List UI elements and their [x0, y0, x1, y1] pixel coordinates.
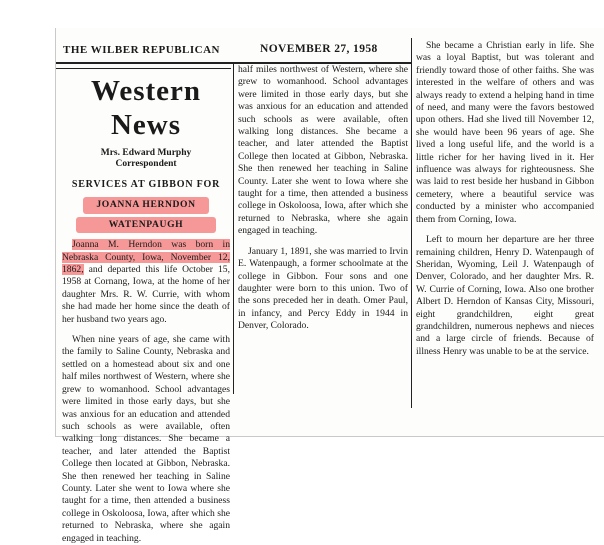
paragraph-survivors: Left to mourn her departure are her three remaining children, Henry D. Watenpaugh of Sheridan, Wyoming, Leil J. Watenpaugh of Denver, Colorado, and her daughter Mrs. R. W. Currie of Corning, Iowa. Also one brother Albert D. Herndon of Kansas City, Missouri, eight grandchildren, eight great grandchildren, numerous nephews and nieces and a large circle of friends. Because of illness Henry was unable to be at the service. — [416, 234, 594, 357]
section-heading: SERVICES AT GIBBON FOR — [71, 179, 221, 190]
paragraph-marriage: January 1, 1891, she was married to Irvin E. Watenpaugh, a former schoolmate at the college in Gibbon. Four sons and one daughter were born to this union. Two of the sons preceded her in death. Omer Paul, in infancy, and Percy Eddy in 1944 in Denver, Colorado. — [238, 245, 408, 332]
column-right — [416, 40, 594, 358]
column-divider-2 — [411, 38, 412, 408]
paragraph-early-life: When nine years of age, she came with the family to Saline County, Nebraska and settled on a homestead about six and one half miles northwest of Western, where she grew to womanhood. School advantages were limited in those early days, but she was anxious for an education and attended such schools as were available, often walking long distances. She became a teacher, and later attended the Baptist College then located at Gibbon, Nebraska. She then renewed her teaching in Saline County. Later she went to Iowa where she taught for a time, then attended a business college in Oskoloosa, Iowa, after which she returned to Nebraska, where she again engaged in teaching. — [62, 334, 230, 544]
column-title-rule — [56, 68, 231, 69]
column-title: Western News — [90, 75, 202, 141]
paragraph-faith: She became a Christian early in life. She was a loyal Baptist, but was tolerant and friendly toward those of other faiths. She was interested in the welfare of others and was always ready to extend a helping hand in time of need, and many were the favors bestowed upon others. Had she lived till November 12, she would have been 96 years of age. She lived a long useful life, and the world is a little richer for her having lived in it. Her influence was always for righteousness. She was laid to rest beside her husband in Gibbon cemetery, where a beautiful service was conducted by a minister who accompanied them from Corning, Iowa. — [416, 40, 594, 225]
birth-text-rest: and departed this life October 15, 1958 at Cornang, Iowa, at the home of her daughter Mrs. R. W. Currie, with whom she had made her home since the death of her husband two years ago. — [62, 264, 230, 325]
column-divider-1 — [233, 64, 234, 394]
newspaper-name: THE WILBER REPUBLICAN — [63, 44, 220, 56]
masthead — [63, 44, 413, 60]
column-left — [62, 72, 230, 544]
deceased-name-line2: WATENPAUGH — [76, 217, 216, 233]
byline-author: Mrs. Edward Murphy — [100, 148, 192, 158]
byline-role: Correspondent — [115, 159, 177, 169]
highlighted-birth-text: Joanna M. Herndon was born in Nebraska County, Iowa, November 12, 1862, — [62, 239, 230, 276]
issue-date: NOVEMBER 27, 1958 — [260, 43, 378, 55]
column-middle — [238, 64, 408, 333]
deceased-name-line1: JOANNA HERNDON — [83, 197, 209, 213]
paragraph-early-life-continued: half miles northwest of Western, where she grew to womanhood. School advantages were limited in those early days, but she was anxious for an education and attended such schools as were available, often walking long distances. She became a teacher, and later attended the Baptist College then located at Gibbon, Nebraska. She then renewed her teaching in Saline County. Later she went to Iowa where she taught for a time, then attended a business college in Oskoloosa, Iowa, after which she returned to Nebraska, where she again engaged in teaching. — [238, 64, 408, 237]
paragraph-birth — [62, 239, 230, 326]
